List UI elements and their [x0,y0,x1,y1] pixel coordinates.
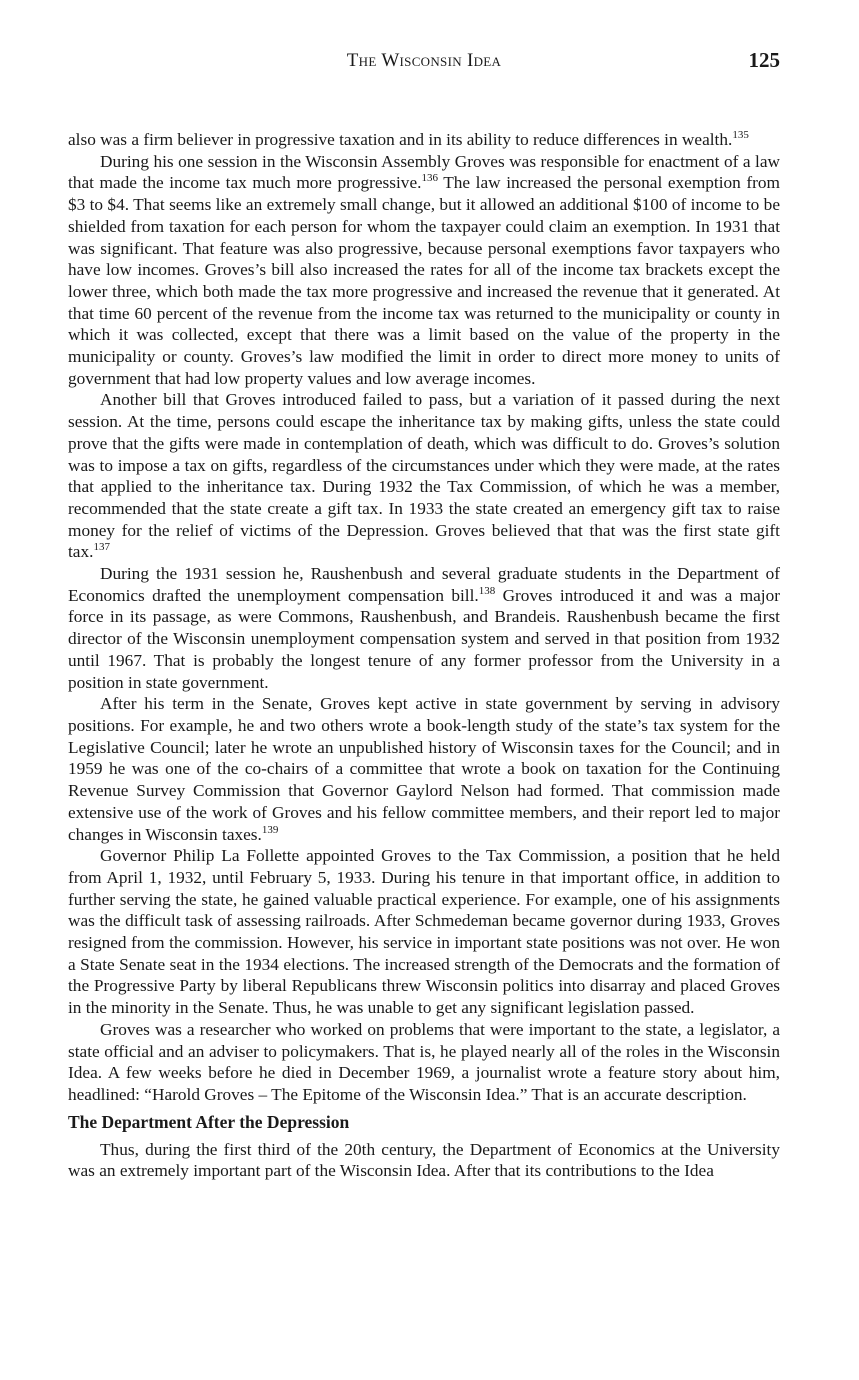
footnote-ref-138: 138 [478,584,496,597]
paragraph-7: Groves was a researcher who worked on problems that were important to the state, a legislator, a state official and an adviser to policymakers. That is, he played nearly all of the roles in the Wisconsin Idea. A few weeks before he died in December 1969, a journalist wrote a feature story about him, headlined: “Harold Groves – The Epitome of the Wisconsin Idea.” That is an accurate description. [68,1019,780,1104]
paragraph-6: Governor Philip La Follette appointed Groves to the Tax Commission, a position that he held from April 1, 1932, until February 5, 1933. During his tenure in that important office, in addition to further serving the state, he gained valuable practical experience. For example, one of his assignments was the difficult task of assessing railroads. After Schmedeman became governor during 1933, Groves resigned from the commission. However, his service in important state positions was not over. He won a State Senate seat in the 1934 elections. The increased strength of the Democrats and the formation of the Progressive Party by liberal Republicans threw Wisconsin politics into disarray and placed Groves in the minority in the Senate. Thus, he was unable to get any significant legislation passed. [68,846,780,1018]
section-heading: The Department After the Depression [68,1111,350,1132]
section-paragraph: Thus, during the first third of the 20th century, the Department of Economics at the University was an extremely important part of the Wisconsin Idea. After that its contributions to the Idea [68,1139,780,1181]
running-title: The Wisconsin Idea [346,50,502,71]
footnote-ref-139: 139 [261,823,279,836]
paragraph-5: After his term in the Senate, Groves kept active in state government by serving in advisory positions. For example, he and two others wrote a book-length study of the state’s tax system for the Legislative Council; later he wrote an unpublished history of Wisconsin taxes for the Council; and in 1959 he was one of the co-chairs of a committee that wrote a book on taxation for the Continuing Revenue Survey Commission that Governor Gaylord Nelson had formed. That commission made extensive use of the work of Groves and his fellow committee members, and their report led to major changes in Wisconsin taxes.$^{139}$ [68,694,780,844]
paragraph-4: During the 1931 session he, Raushenbush and several graduate students in the Department of Economics drafted the unemployment compensation bill.$^{138}$ Groves introduced it and was a major force in its passage, as were Commons, Raushenbush, and Brandeis. Raushenbush became the first director of the Wisconsin unemployment compensation system and served in that position from 1932 until 1967. That is probably the longest tenure of any former professor from the University in a position in state government. [68,564,781,692]
footnote-ref-135: 135 [732,129,749,141]
page-number: 125 [748,48,780,72]
paragraph-1: also was a firm believer in progressive taxation and in its ability to reduce differences in wealth.$^{135}$ [68,129,749,149]
running-head [68,50,780,76]
footnote-ref-137: 137 [93,541,110,554]
paragraph-3: Another bill that Groves introduced failed to pass, but a variation of it passed during the next session. At the time, persons could escape the inheritance tax by making gifts, unless the state could prove that the gifts were made in contemplation of death, which was difficult to do. Groves’s solution was to impose a tax on gifts, regardless of the circumstances under which they were made, at the rates that applied to the inheritance tax. During 1932 the Tax Commission, of which he was a member, recommended that the state create a gift tax. In 1933 the state created an emergency gift tax to raise money for the relief of victims of the Depression. Groves believed that that was the first state gift tax.$^{137}$ [68,390,780,562]
footnote-ref-136: 136 [421,172,438,185]
paragraph-2: During his one session in the Wisconsin Assembly Groves was responsible for enactment of a law that made the income tax much more progressive.$^{136}$ The law increased the personal exemption from $3 to $4. That seems like an extremely small change, but it allowed an additional $100 of income to be shielded from taxation for each person for whom the taxpayer could claim an exemption. In 1931 that was significant. That feature was also progressive, because personal exemptions favor taxpayers who have low incomes. Groves’s bill also increased the rates for all of the income tax brackets except the lower three, which both made the tax more progressive and increased the revenue that it generated. At that time 60 percent of the revenue from the income tax was returned to the municipality or county in which it was collected, except that there was a limit based on the value of the property in the municipality or county. Groves’s law modified the limit in order to direct more money to units of government that had low property values and low average incomes. [68,151,780,388]
body-text [68,129,780,1182]
